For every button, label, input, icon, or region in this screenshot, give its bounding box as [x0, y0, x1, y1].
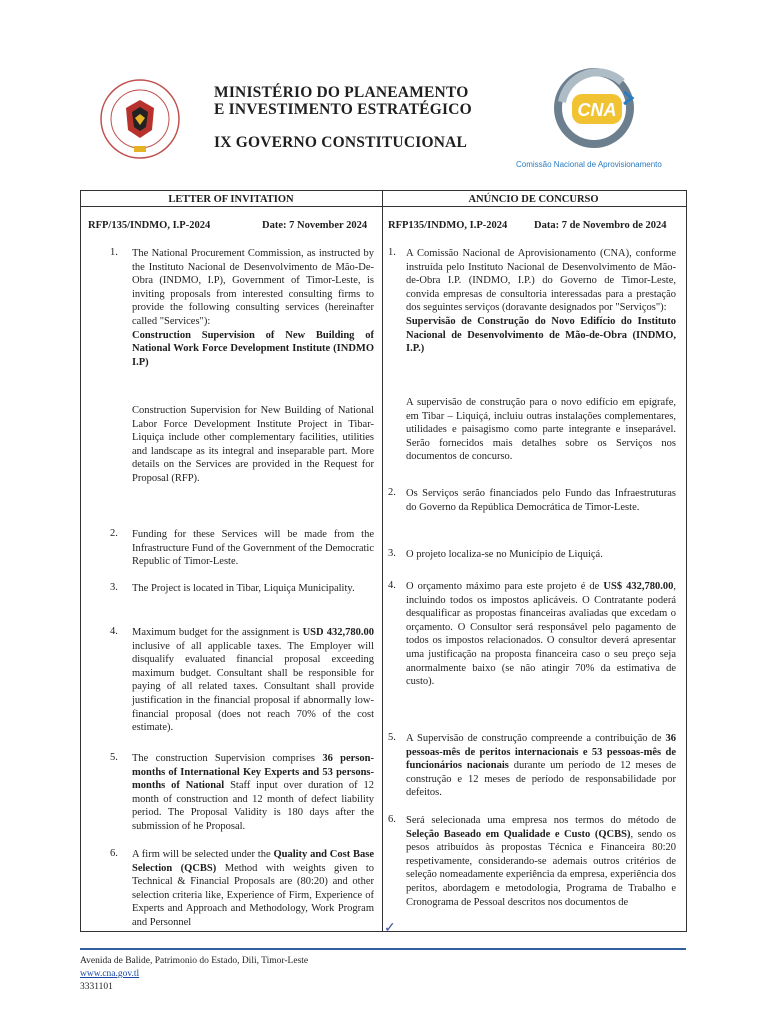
ministry-name	[214, 84, 472, 118]
right-p4-a: O orçamento máximo para este projeto é de	[406, 581, 604, 592]
left-p2-num: 2.	[110, 528, 118, 539]
handwritten-mark: ✓	[384, 921, 396, 936]
right-p3-num: 3.	[388, 548, 396, 559]
left-p1-text: The National Procurement Commission, as instructed by the Instituto Nacional de Desenvolvimento de Mão-De-Obra (INDMO, I.P), Government of Timor-Leste, is inviting proposals from interested consulting firms to provide the following consulting services (hereinafter called "Services"):	[132, 248, 374, 327]
footer-website[interactable]: www.cna.gov.tl	[80, 969, 140, 979]
right-p2: Os Serviços serão financiados pelo Fundo das Infraestruturas do Governo da República Democrática de Timor-Leste.	[406, 488, 676, 513]
left-p1	[132, 247, 374, 369]
right-p4-amount: US$ 432,780.00	[603, 581, 674, 592]
right-p6-b: , sendo os pesos atribuídos às propostas Técnica e Financeira 80:20 respetivamente, considerando-se ademais outros critérios de seleção nomeadamente experiência da empresa, experiência dos peritos, abordagem e metodologia, Programa de Trabalho e Cronograma de Pessoal descritos nos documentos de	[406, 828, 676, 908]
left-p5-num: 5.	[110, 752, 118, 763]
left-p5-bold: 36 person-months of International Key Experts and 53 persons-months of National	[132, 753, 374, 792]
left-p1-num: 1.	[110, 247, 118, 258]
right-p5-bold: 36 pessoas-mês de peritos internacionais e 53 pessoas-mês de funcionários nacionais	[406, 733, 676, 772]
left-p1-bold: Construction Supervision of New Building of National Work Force Development Institute (INDMO I.P)	[132, 329, 374, 368]
right-p1-num: 1.	[388, 247, 396, 258]
right-p4-b: , incluindo todos os impostos aplicáveis. O Contratante poderá desqualificar as propostas financeiras avaliadas que excedam o orçamento. O Consultor será responsável pelo pagamento de todos os impostos relacionados. O consultor deverá apresentar uma justificação na proposta financeira caso o seu preço seja anormalmente baixo (se não atingir 70% da estimativa de custo).	[406, 581, 676, 688]
right-p4	[406, 580, 676, 689]
footer-address: Avenida de Balide, Patrimonio do Estado, Dili, Timor-Leste	[80, 956, 309, 966]
right-p1	[406, 247, 676, 356]
left-p4-a: Maximum budget for the assignment is	[132, 627, 303, 638]
left-date: Date: 7 November 2024	[262, 220, 368, 231]
cna-logo	[552, 62, 642, 158]
government-title: IX GOVERNO CONSTITUCIONAL	[214, 134, 468, 151]
left-p5-a: The construction Supervision comprises	[132, 753, 323, 764]
right-title: ANÚNCIO DE CONCURSO	[468, 194, 599, 205]
right-date: Data: 7 de Novembro de 2024	[534, 220, 667, 231]
left-p5	[132, 752, 374, 834]
left-p1b: Construction Supervision for New Building of National Labor Force Development Institute Project in Tibar-Liquiça include other complementary facilities, utilities and landscape as its integral and inseparable part. More details on the Services are provided in the Request for Proposal (RFP).	[132, 405, 374, 484]
left-p3: The Project is located in Tibar, Liquiça Municipality.	[132, 583, 355, 594]
right-p4-num: 4.	[388, 580, 396, 591]
right-p5-a: A Supervisão de construção compreende a contribuição de	[406, 733, 666, 744]
right-p6-num: 6.	[388, 814, 396, 825]
right-p1-bold: Supervisão de Construção do Novo Edifício do Instituto Nacional de Desenvolvimento de Mão-de-Obra (INDMO, I.P.)	[406, 315, 676, 355]
left-p4-b: inclusive of all applicable taxes. The Employer will disqualify evaluated financial proposal exceeding maximum budget. Consultant shall be responsible for paying of all related taxes. Consultant shall provide justification in the financial proposal if abnormally low-financial proposal (does not reach 70% of the cost estimate).	[132, 640, 374, 734]
right-p6-bold: Seleção Baseado em Qualidade e Custo (QCBS)	[406, 828, 631, 840]
left-p3-num: 3.	[110, 582, 118, 593]
right-p2-num: 2.	[388, 487, 396, 498]
left-p5-b: Staff input over duration of 12 month of construction and 12 month of defect liability period. The Proposal Validity is 180 days after the submission of he Proposal.	[132, 780, 375, 832]
right-p6-a: Será selecionada uma empresa nos termos do método de	[406, 815, 676, 826]
right-p6	[406, 814, 676, 928]
right-p1b: A supervisão de construção para o novo edifício em epígrafe, em Tibar – Liquiçá, incluiu outras instalações complementares, utilidades e paisagismo como parte integrante e inseparável. Serão fornecidos mais detalhes sobre os Serviços nos documentos de concurso.	[406, 397, 676, 463]
left-p6	[132, 848, 374, 928]
ministry-line-1: MINISTÉRIO DO PLANEAMENTO	[214, 84, 469, 101]
left-p4-amount: USD 432,780.00	[302, 627, 374, 638]
left-p6-a: A firm will be selected under the	[132, 849, 274, 860]
left-p6-bold: Quality and Cost Base Selection (QCBS)	[132, 849, 374, 874]
cna-caption: Comissão Nacional de Aprovisionamento	[516, 160, 662, 169]
left-p4	[132, 626, 374, 735]
government-seal	[96, 78, 184, 160]
left-p2: Funding for these Services will be made from the Infrastructure Fund of the Government of the Democratic Republic of Timor-Leste.	[132, 529, 374, 568]
right-p5-b: durante um período de 12 meses de construção e 12 meses de período de responsabilidade por defeitos.	[406, 760, 676, 799]
right-p5	[406, 732, 676, 800]
footer-phone: 3331101	[80, 982, 113, 992]
ministry-line-2: E INVESTIMENTO ESTRATÉGICO	[214, 101, 472, 118]
left-p4-num: 4.	[110, 626, 118, 637]
header-divider	[80, 206, 686, 207]
left-p6-b: Method with weights given to Technical & Financial Proposals are (80:20) and other selection criteria like, Experience of Firm, Experience of Experts and Approach and Methodology, Work Program and Personnel	[132, 862, 374, 928]
right-p3: O projeto localiza-se no Município de Liquiçá.	[406, 549, 603, 560]
left-title: LETTER OF INVITATION	[168, 194, 294, 205]
footer-divider	[80, 948, 686, 950]
left-ref: RFP/135/INDMO, I.P-2024	[88, 220, 211, 231]
cna-logo-text: CNA	[577, 100, 617, 120]
right-ref: RFP135/INDMO, I.P-2024	[388, 220, 508, 231]
right-p5-num: 5.	[388, 732, 396, 743]
right-p1-text: A Comissão Nacional de Aprovisionamento (CNA), conforme instruída pelo Instituto Nacional de Desenvolvimento de Mão-de-Obra I.P. (INDMO, I.P.) do Governo de Timor-Leste, convida empresas de consultoria interessadas para a prestação dos seguintes serviços (doravante designados por "Serviços"):	[406, 248, 676, 314]
left-p6-num: 6.	[110, 848, 118, 859]
